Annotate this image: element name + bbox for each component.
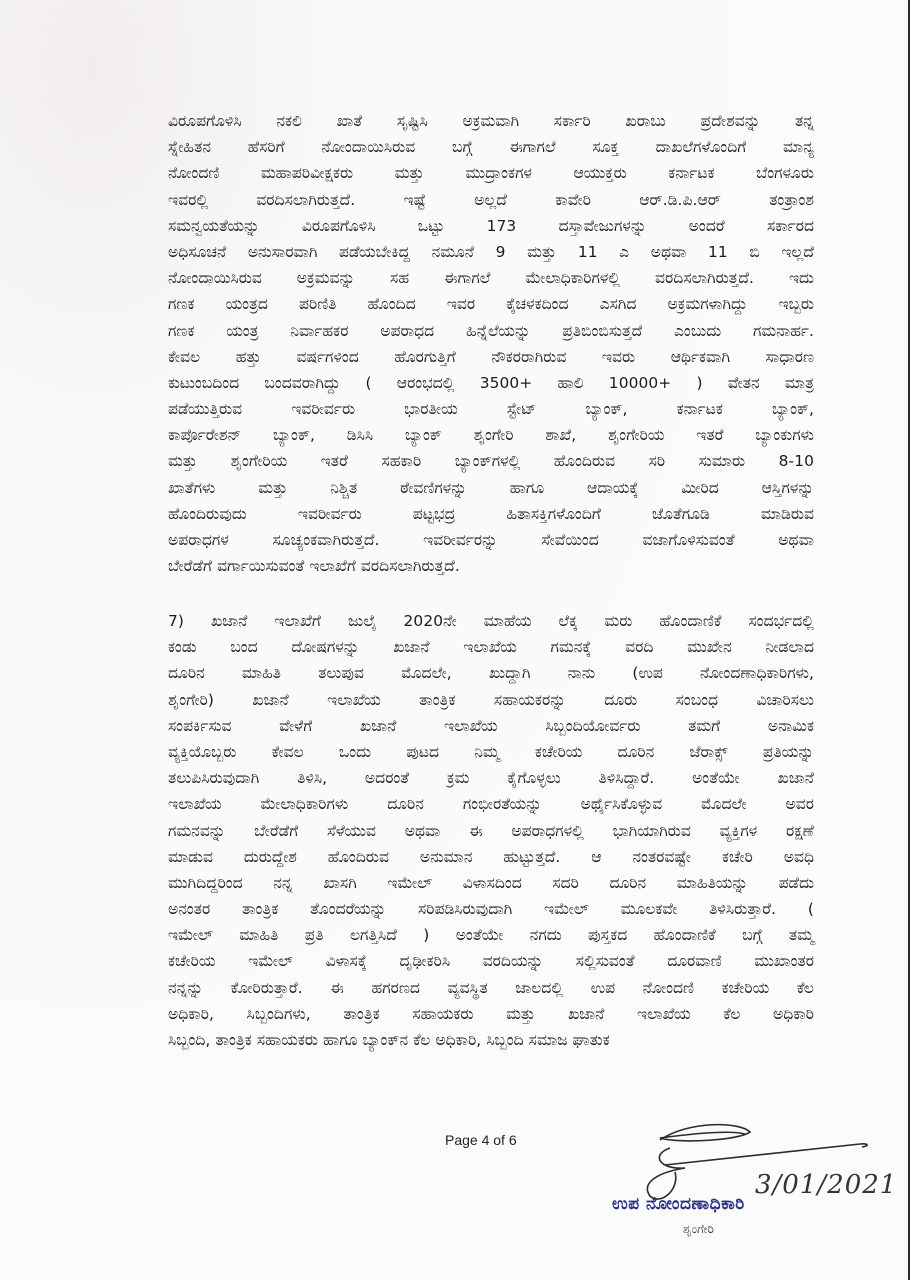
text-line: ದೂರಿನ ಮಾಹಿತಿ ತಲುಪುವ ಮೊದಲೇ, ಖುದ್ದಾಗಿ ನಾನು (ಉಪ ನೋಂದಣಾಧಿಕಾರಿಗಳು,	[168, 664, 814, 683]
text-line: ಖಾತೆಗಳು ಮತ್ತು ನಿಶ್ಚಿತ ಠೇವಣಿಗಳನ್ನು ಹಾಗೂ ಆದಾಯಕ್ಕೆ ಮೀರಿದ ಆಸ್ತಿಗಳನ್ನು	[168, 478, 814, 497]
text-line: ಅಪರಾಧಗಳ ಸೂಚ್ಯಂಕವಾಗಿರುತ್ತದೆ. ಇವರೀರ್ವರನ್ನು ಸೇವೆಯಿಂದ ವಜಾಗೊಳಿಸುವಂತೆ ಅಥವಾ	[168, 531, 814, 549]
text-line: ವ್ಯಕ್ತಿಯೊಬ್ಬರು ಕೇವಲ ಒಂದು ಪುಟದ ನಿಮ್ಮ ಕಚೇರಿಯ ದೂರಿನ ಜೆರಾಕ್ಸ್ ಪ್ರತಿಯನ್ನು	[168, 742, 814, 761]
paragraph-1	[168, 108, 814, 579]
text-line: ಅಧಿಕಾರಿ, ಸಿಬ್ಬಂದಿಗಳು, ತಾಂತ್ರಿಕ ಸಹಾಯಕರು ಮತ್ತು ಖಜಾನೆ ಇಲಾಖೆಯ ಕೆಲ ಅಧಿಕಾರಿ	[168, 1004, 814, 1023]
text-line: ಬೇರೆಡೆಗೆ ವರ್ಗಾಯಿಸುವಂತೆ ಇಲಾಖೆಗೆ ವರದಿಸಲಾಗಿರುತ್ತದೆ.	[168, 557, 460, 576]
text-line: 7) ಖಜಾನೆ ಇಲಾಖೆಗೆ ಜುಲೈ 2020ನೇ ಮಾಹೆಯ ಲೆಕ್ಕ ಮರು ಹೊಂದಾಣಿಕೆ ಸಂದರ್ಭದಲ್ಲಿ	[168, 612, 814, 630]
text-line: ಕಂಡು ಬಂದ ದೋಷಗಳನ್ನು ಖಜಾನೆ ಇಲಾಖೆಯ ಗಮನಕ್ಕೆ ವರದಿ ಮುಖೇನ ನೀಡಲಾದ	[168, 638, 814, 657]
text-line: ಕುಟುಂಬದಿಂದ ಬಂದವರಾಗಿದ್ದು ( ಆರಂಭದಲ್ಲಿ 3500+ ಹಾಲಿ 10000+ ) ವೇತನ ಮಾತ್ರ	[168, 373, 814, 392]
text-line: ಹೊಂದಿರುವುದು ಇವರೀರ್ವರು ಪಟ್ಟಭದ್ರ ಹಿತಾಸಕ್ತಿಗಳೊಂದಿಗೆ ಜೊತೆಗೂಡಿ ಮಾಡಿರುವ	[168, 504, 814, 523]
text-line: ಸಮನ್ವಯತೆಯನ್ನು ವಿರೂಪಗೊಳಿಸಿ ಒಟ್ಟು 173 ದಸ್ತಾವೇಜುಗಳನ್ನು ಅಂದರೆ ಸರ್ಕಾರದ	[168, 216, 814, 235]
text-line: ನೋಂದಣಿ ಮಹಾಪರಿವೀಕ್ಷಕರು ಮತ್ತು ಮುದ್ರಾಂಕಗಳ ಆಯುಕ್ತರು ಕರ್ನಾಟಕ ಬೆಂಗಳೂರು	[168, 164, 814, 183]
text-line: ಇಮೇಲ್ ಮಾಹಿತಿ ಪ್ರತಿ ಲಗತ್ತಿಸಿದೆ ) ಅಂತೆಯೇ ನಗದು ಪುಸ್ತಕದ ಹೊಂದಾಣಿಕೆ ಬಗ್ಗೆ ತಮ್ಮ	[168, 926, 814, 945]
text-line: ಇವರಲ್ಲಿ ವರದಿಸಲಾಗಿರುತ್ತದೆ. ಇಷ್ಟೆ ಅಲ್ಲದೆ ಕಾವೇರಿ ಆರ್.ಡಿ.ಪಿ.ಆರ್ ತಂತ್ರಾಂಶ	[168, 190, 814, 209]
stamp-place: ಶೃಂಗೇರಿ	[683, 1222, 714, 1236]
text-line: ಗಣಕ ಯಂತ್ರ ನಿರ್ವಾಹಕರ ಅಪರಾಧದ ಹಿನ್ನೆಲೆಯನ್ನು ಪ್ರತಿಬಿಂಬಿಸುತ್ತದೆ ಎಂಬುದು ಗಮನಾರ್ಹ.	[168, 321, 814, 340]
text-line: ವಿರೂಪಗೊಳಿಸಿ ನಕಲಿ ಖಾತೆ ಸೃಷ್ಟಿಸಿ ಅಕ್ರಮವಾಗಿ ಸರ್ಕಾರಿ ಖರಾಬು ಪ್ರದೇಶವನ್ನು ತನ್ನ	[168, 112, 814, 130]
paragraph-2	[168, 608, 814, 1053]
handwritten-date: 3/01/2021	[755, 1170, 898, 1200]
text-line: ಪಡೆಯುತ್ತಿರುವ ಇವರೀರ್ವರು ಭಾರತೀಯ ಸ್ಟೇಟ್ ಬ್ಯಾಂಕ್, ಕರ್ನಾಟಕ ಬ್ಯಾಂಕ್,	[168, 400, 814, 419]
text-line: ಇಲಾಖೆಯ ಮೇಲಾಧಿಕಾರಿಗಳು ದೂರಿನ ಗಂಭೀರತೆಯನ್ನು ಅರ್ಥೈಸಿಕೊಳ್ಳುವ ಮೊದಲೇ ಅವರ	[168, 795, 814, 814]
text-line: ಶೃಂಗೇರಿ) ಖಜಾನೆ ಇಲಾಖೆಯ ತಾಂತ್ರಿಕ ಸಹಾಯಕರನ್ನು ದೂರು ಸಂಬಂಧ ವಿಚಾರಿಸಲು	[168, 690, 814, 709]
text-line: ಕಾರ್ಪೊರೇಶನ್ ಬ್ಯಾಂಕ್, ಡಿಸಿಸಿ ಬ್ಯಾಂಕ್ ಶೃಂಗೇರಿ ಶಾಖೆ, ಶೃಂಗೇರಿಯ ಇತರೆ ಬ್ಯಾಂಕುಗಳು	[168, 426, 814, 445]
stamp-designation: ಉಪ ನೋಂದಣಾಧಿಕಾರಿ	[612, 1194, 745, 1214]
text-line: ಸ್ನೇಹಿತನ ಹೆಸರಿಗೆ ನೋಂದಾಯಿಸಿರುವ ಬಗ್ಗೆ ಈಗಾಗಲೆ ಸೂಕ್ತ ದಾಖಲೆಗಳೊಂದಿಗೆ ಮಾನ್ಯ	[168, 138, 814, 157]
text-line: ಮತ್ತು ಶೃಂಗೇರಿಯ ಇತರೆ ಸಹಕಾರಿ ಬ್ಯಾಂಕ್‌ಗಳಲ್ಲಿ ಹೊಂದಿರುವ ಸರಿ ಸುಮಾರು 8-10	[168, 452, 814, 471]
text-line: ಕೇವಲ ಹತ್ತು ವರ್ಷಗಳಿಂದ ಹೊರಗುತ್ತಿಗೆ ನೌಕರರಾಗಿರುವ ಇವರು ಆರ್ಥಿಕವಾಗಿ ಸಾಧಾರಣ	[168, 347, 814, 366]
text-line: ಮುಗಿದಿದ್ದರಿಂದ ನನ್ನ ಖಾಸಗಿ ಇಮೇಲ್ ವಿಳಾಸದಿಂದ ಸದರಿ ದೂರಿನ ಮಾಹಿತಿಯನ್ನು ಪಡೆದು	[168, 873, 814, 892]
text-line: ಗಮನವನ್ನು ಬೇರೆಡೆಗೆ ಸೆಳೆಯುವ ಅಥವಾ ಈ ಅಪರಾಧಗಳಲ್ಲಿ ಭಾಗಿಯಾಗಿರುವ ವ್ಯಕ್ತಿಗಳ ರಕ್ಷಣೆ	[168, 821, 814, 840]
text-line: ಮಾಡುವ ದುರುದ್ದೇಶ ಹೊಂದಿರುವ ಅನುಮಾನ ಹುಟ್ಟುತ್ತದೆ. ಆ ನಂತರವಷ್ಟೇ ಕಚೇರಿ ಅವಧಿ	[168, 847, 814, 866]
text-line: ಕಚೇರಿಯ ಇಮೇಲ್ ವಿಳಾಸಕ್ಕೆ ದೃಢೀಕರಿಸಿ ವರದಿಯನ್ನು ಸಲ್ಲಿಸುವಂತೆ ದೂರವಾಣಿ ಮುಖಾಂತರ	[168, 952, 814, 971]
text-line: ಸಿಬ್ಬಂದಿ, ತಾಂತ್ರಿಕ ಸಹಾಯಕರು ಹಾಗೂ ಬ್ಯಾಂಕ್‌ನ ಕೆಲ ಅಧಿಕಾರಿ, ಸಿಬ್ಬಂದಿ ಸಮಾಜ ಘಾತುಕ	[168, 1031, 610, 1049]
text-line: ತಲುಪಿಸಿರುವುದಾಗಿ ತಿಳಿಸಿ, ಅದರಂತೆ ಕ್ರಮ ಕೈಗೊಳ್ಳಲು ತಿಳಿಸಿದ್ದಾರೆ. ಅಂತೆಯೇ ಖಜಾನೆ	[168, 769, 814, 788]
page-number: Page 4 of 6	[445, 1132, 517, 1148]
text-line: ನನ್ನನ್ನು ಕೋರಿರುತ್ತಾರೆ. ಈ ಹಗರಣದ ವ್ಯವಸ್ಥಿತ ಜಾಲದಲ್ಲಿ ಉಪ ನೋಂದಣಿ ಕಚೇರಿಯ ಕೆಲ	[168, 978, 814, 997]
text-line: ಸಂಪರ್ಕಿಸುವ ವೇಳೆಗೆ ಖಜಾನೆ ಇಲಾಖೆಯ ಸಿಬ್ಬಂದಿಯೋರ್ವರು ತಮಗೆ ಅನಾಮಿಕ	[168, 716, 814, 735]
text-line: ಅಧಿಸೂಚನೆ ಅನುಸಾರವಾಗಿ ಪಡೆಯಬೇಕಿದ್ದ ನಮೂನೆ 9 ಮತ್ತು 11 ಎ ಅಥವಾ 11 ಬಿ ಇಲ್ಲದೆ	[168, 242, 814, 261]
text-line: ನೋಂದಾಯಿಸಿರುವ ಅಕ್ರಮವನ್ನು ಸಹ ಈಗಾಗಲೆ ಮೇಲಾಧಿಕಾರಿಗಳಲ್ಲಿ ವರದಿಸಲಾಗಿರುತ್ತದೆ. ಇದು	[168, 269, 814, 288]
text-line: ಗಣಕ ಯಂತ್ರದ ಪರಿಣಿತಿ ಹೊಂದಿದ ಇವರ ಕೈಚಳಕದಿಂದ ಎಸಗಿದ ಅಕ್ರಮಗಳಾಗಿದ್ದು ಇಬ್ಬರು	[168, 295, 814, 314]
text-line: ಅನಂತರ ತಾಂತ್ರಿಕ ತೊಂದರೆಯನ್ನು ಸರಿಪಡಿಸಿರುವುದಾಗಿ ಇಮೇಲ್ ಮೂಲಕವೇ ತಿಳಿಸಿರುತ್ತಾರೆ. (	[168, 900, 814, 919]
